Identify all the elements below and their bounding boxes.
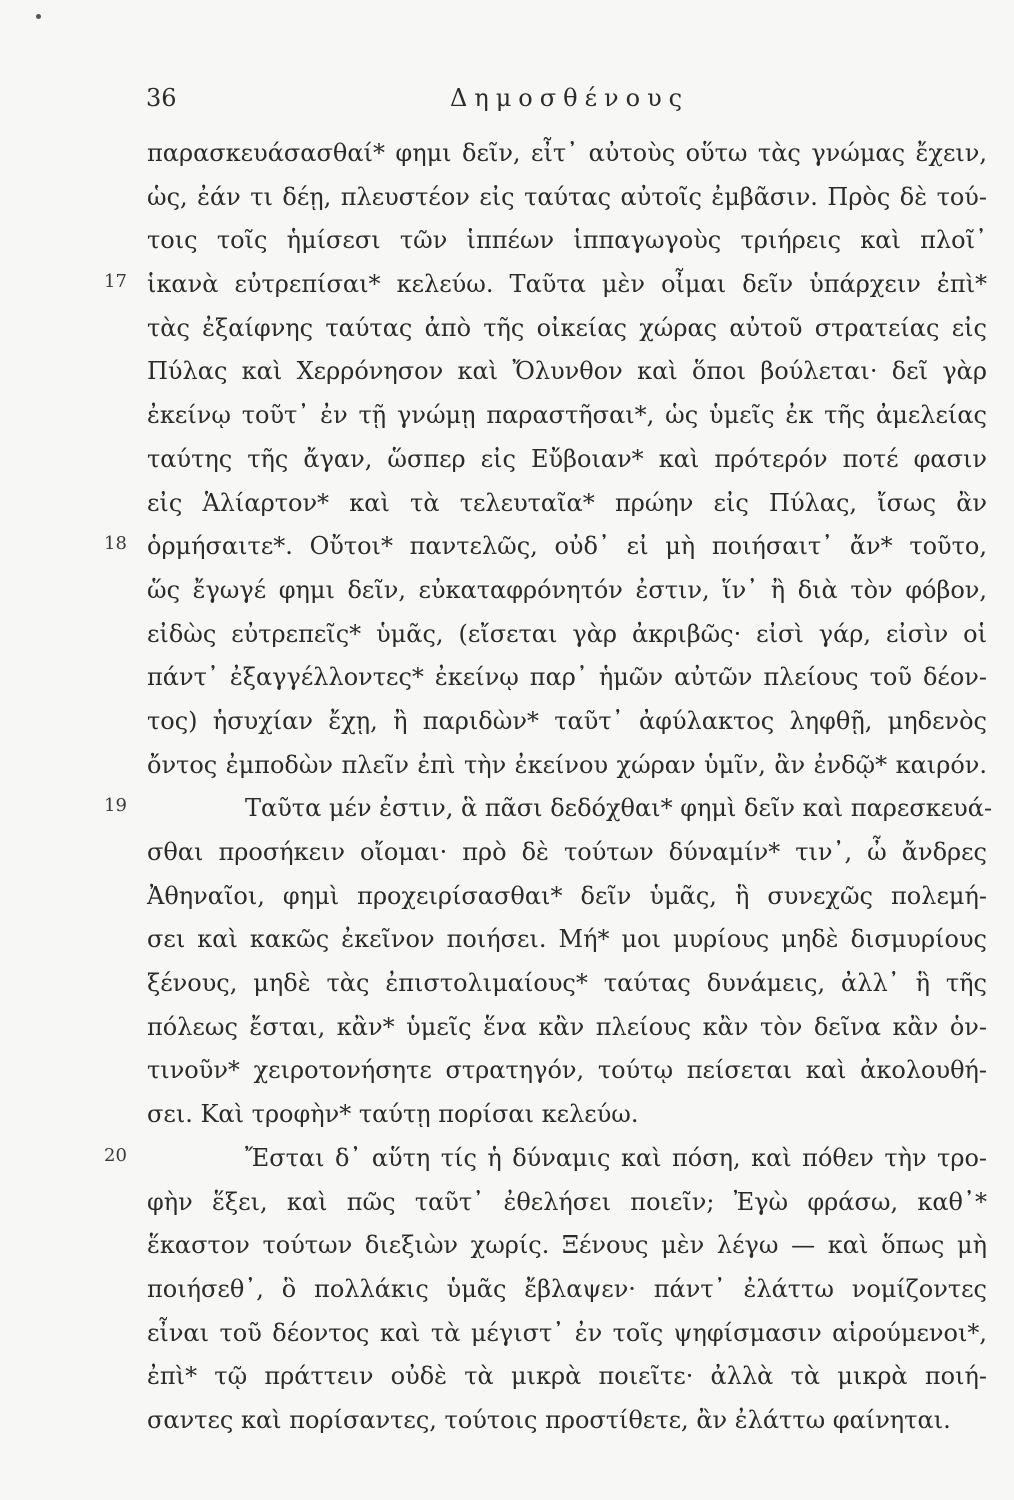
section-number: 19 [104,795,127,817]
line-text: ὡς, ἐάν τι δέῃ, πλευστέον εἰς ταύτας αὐτοῖς ἐμβᾶσιν. Πρὸς δὲ τού- [147,182,987,211]
line-text: Ἀθηναῖοι, φημὶ προχειρίσασθαι* δεῖν ὑμᾶς, ἣ συνεχῶς πολεμή- [147,881,987,910]
text-line [0,702,1014,746]
text-line [0,1139,1014,1183]
text-line [0,221,1014,265]
text-line [0,1314,1014,1358]
line-text: ὄντος ἐμποδὼν πλεῖν ἐπὶ τὴν ἐκείνου χώραν ὑμῖν, ἂν ἐνδῷ* καιρόν. [147,750,987,779]
text-line [0,1401,1014,1445]
line-text: ὁρμήσαιτε*. Οὔτοι* παντελῶς, οὐδ᾽ εἰ μὴ ποιήσαιτ᾽ ἄν* τοῦτο, [147,532,987,561]
line-text: εἶναι τοῦ δέοντος καὶ τὰ μέγιστ᾽ ἐν τοῖς ψηφίσμασιν αἱρούμενοι*, [147,1318,987,1347]
line-text: ξένους, μηδὲ τὰς ἐπιστολιμαίους* ταύτας δυνάμεις, ἀλλ᾽ ἣ τῆς [147,969,987,998]
line-text: τὰς ἐξαίφνης ταύτας ἀπὸ τῆς οἰκείας χώρας αὐτοῦ στρατείας εἰς [147,313,987,342]
text-line [0,1357,1014,1401]
page-number: 36 [146,84,177,112]
line-text: εἰς Ἁλίαρτον* καὶ τὰ τελευταῖα* πρώην εἰς Πύλας, ἴσως ἂν [147,488,987,517]
text-line [0,964,1014,1008]
line-text: ταύτης τῆς ἄγαν, ὥσπερ εἰς Εὔβοιαν* καὶ πρότερόν ποτέ φασιν [147,444,987,473]
line-text: ποιήσεθ᾽, ὃ πολλάκις ὑμᾶς ἔβλαψεν· πάντ᾽ ἐλάττω νομίζοντες [147,1274,987,1303]
page-header [140,84,990,124]
line-text: παρασκευάσασθαί* φημι δεῖν, εἶτ᾽ αὐτοὺς οὕτω τὰς γνώμας ἔχειν, [147,139,987,167]
line-text: Ἔσται δ᾽ αὕτη τίς ἡ δύναμις καὶ πόση, καὶ πόθεν τὴν τρο- [245,1143,987,1172]
line-text: ὥς ἔγωγέ φημι δεῖν, εὐκαταφρόνητόν ἐστιν, ἵν᾽ ἢ διὰ τὸν φόβον, [147,575,987,604]
text-line [0,178,1014,222]
section-number: 17 [104,271,127,293]
section-number: 20 [104,1144,127,1166]
text-line [0,920,1014,964]
line-text: σει καὶ κακῶς ἐκεῖνον ποιήσει. Μή* μοι μυρίους μηδὲ δισμυρίους [147,925,987,954]
text-line [0,1008,1014,1052]
line-text: Πύλας καὶ Χερρόνησον καὶ Ὄλυνθον καὶ ὅποι βούλεται· δεῖ γὰρ [147,357,987,386]
line-text: πάντ᾽ ἐξαγγέλλοντες* ἐκείνῳ παρ᾽ ἡμῶν αὐτῶν πλείους τοῦ δέον- [147,663,987,692]
text-line [0,746,1014,790]
text-line [0,1095,1014,1139]
line-text: ἐκείνῳ τοῦτ᾽ ἐν τῇ γνώμῃ παραστῆσαι*, ὡς ὑμεῖς ἐκ τῆς ἀμελείας [147,401,987,430]
text-line [0,440,1014,484]
line-text: φὴν ἕξει, καὶ πῶς ταῦτ᾽ ἐθελήσει ποιεῖν; Ἐγὼ φράσω, καθ᾽* [147,1187,987,1216]
line-text: σει. Καὶ τροφὴν* ταύτῃ πορίσαι κελεύω. [147,1100,639,1129]
line-text: Ταῦτα μέν ἐστιν, ἃ πᾶσι δεδόχθαι* φημὶ δεῖν καὶ παρεσκευά- [245,794,993,823]
line-text: τινοῦν* χειροτονήσητε στρατηγόν, τούτῳ πείσεται καὶ ἀκολουθή- [147,1056,987,1085]
line-text: τοις τοῖς ἡμίσεσι τῶν ἱππέων ἱππαγωγοὺς τριήρεις καὶ πλοῖ᾽ [147,226,987,255]
text-line [0,484,1014,528]
section-number: 18 [104,533,127,555]
page-body-text [0,134,1014,1445]
text-line [0,833,1014,877]
line-text: σθαι προσήκειν οἴομαι· πρὸ δὲ τούτων δύναμίν* τιν᾽, ὦ ἄνδρες [147,838,987,866]
line-text: ἱκανὰ εὐτρεπίσαι* κελεύω. Ταῦτα μὲν οἶμαι δεῖν ὑπάρχειν ἐπὶ* [147,270,987,299]
text-line [0,1270,1014,1314]
text-line [0,877,1014,921]
text-line [0,396,1014,440]
text-line [0,309,1014,353]
line-text: τος) ἡσυχίαν ἔχῃ, ἢ παριδὼν* ταῦτ᾽ ἀφύλακτος ληφθῇ, μηδενὸς [147,706,987,735]
text-line [0,1226,1014,1270]
text-line [0,658,1014,702]
text-line [0,615,1014,659]
line-text: εἰδὼς εὐτρεπεῖς* ὑμᾶς, (εἴσεται γὰρ ἀκριβῶς· εἰσὶ γάρ, εἰσὶν οἱ [147,619,987,648]
line-text: ἕκαστον τούτων διεξιὼν χωρίς. Ξένους μὲν λέγω — καὶ ὅπως μὴ [147,1231,987,1260]
text-line [0,134,1014,178]
text-line [0,789,1014,833]
line-text: σαντες καὶ πορίσαντες, τούτοις προστίθετε, ἂν ἐλάττω φαίνηται. [147,1405,951,1434]
text-line [0,352,1014,396]
line-text: πόλεως ἔσται, κἂν* ὑμεῖς ἕνα κἂν πλείους κἂν τὸν δεῖνα κἂν ὁν- [147,1012,987,1041]
text-line [0,527,1014,571]
speck-mark [36,14,41,19]
line-text: ἐπὶ* τῷ πράττειν οὐδὲ τὰ μικρὰ ποιεῖτε· ἀλλὰ τὰ μικρὰ ποιή- [147,1362,987,1391]
running-head: Δημοσθένους [450,84,690,112]
text-line [0,1183,1014,1227]
text-line [0,265,1014,309]
text-line [0,571,1014,615]
text-line [0,1051,1014,1095]
